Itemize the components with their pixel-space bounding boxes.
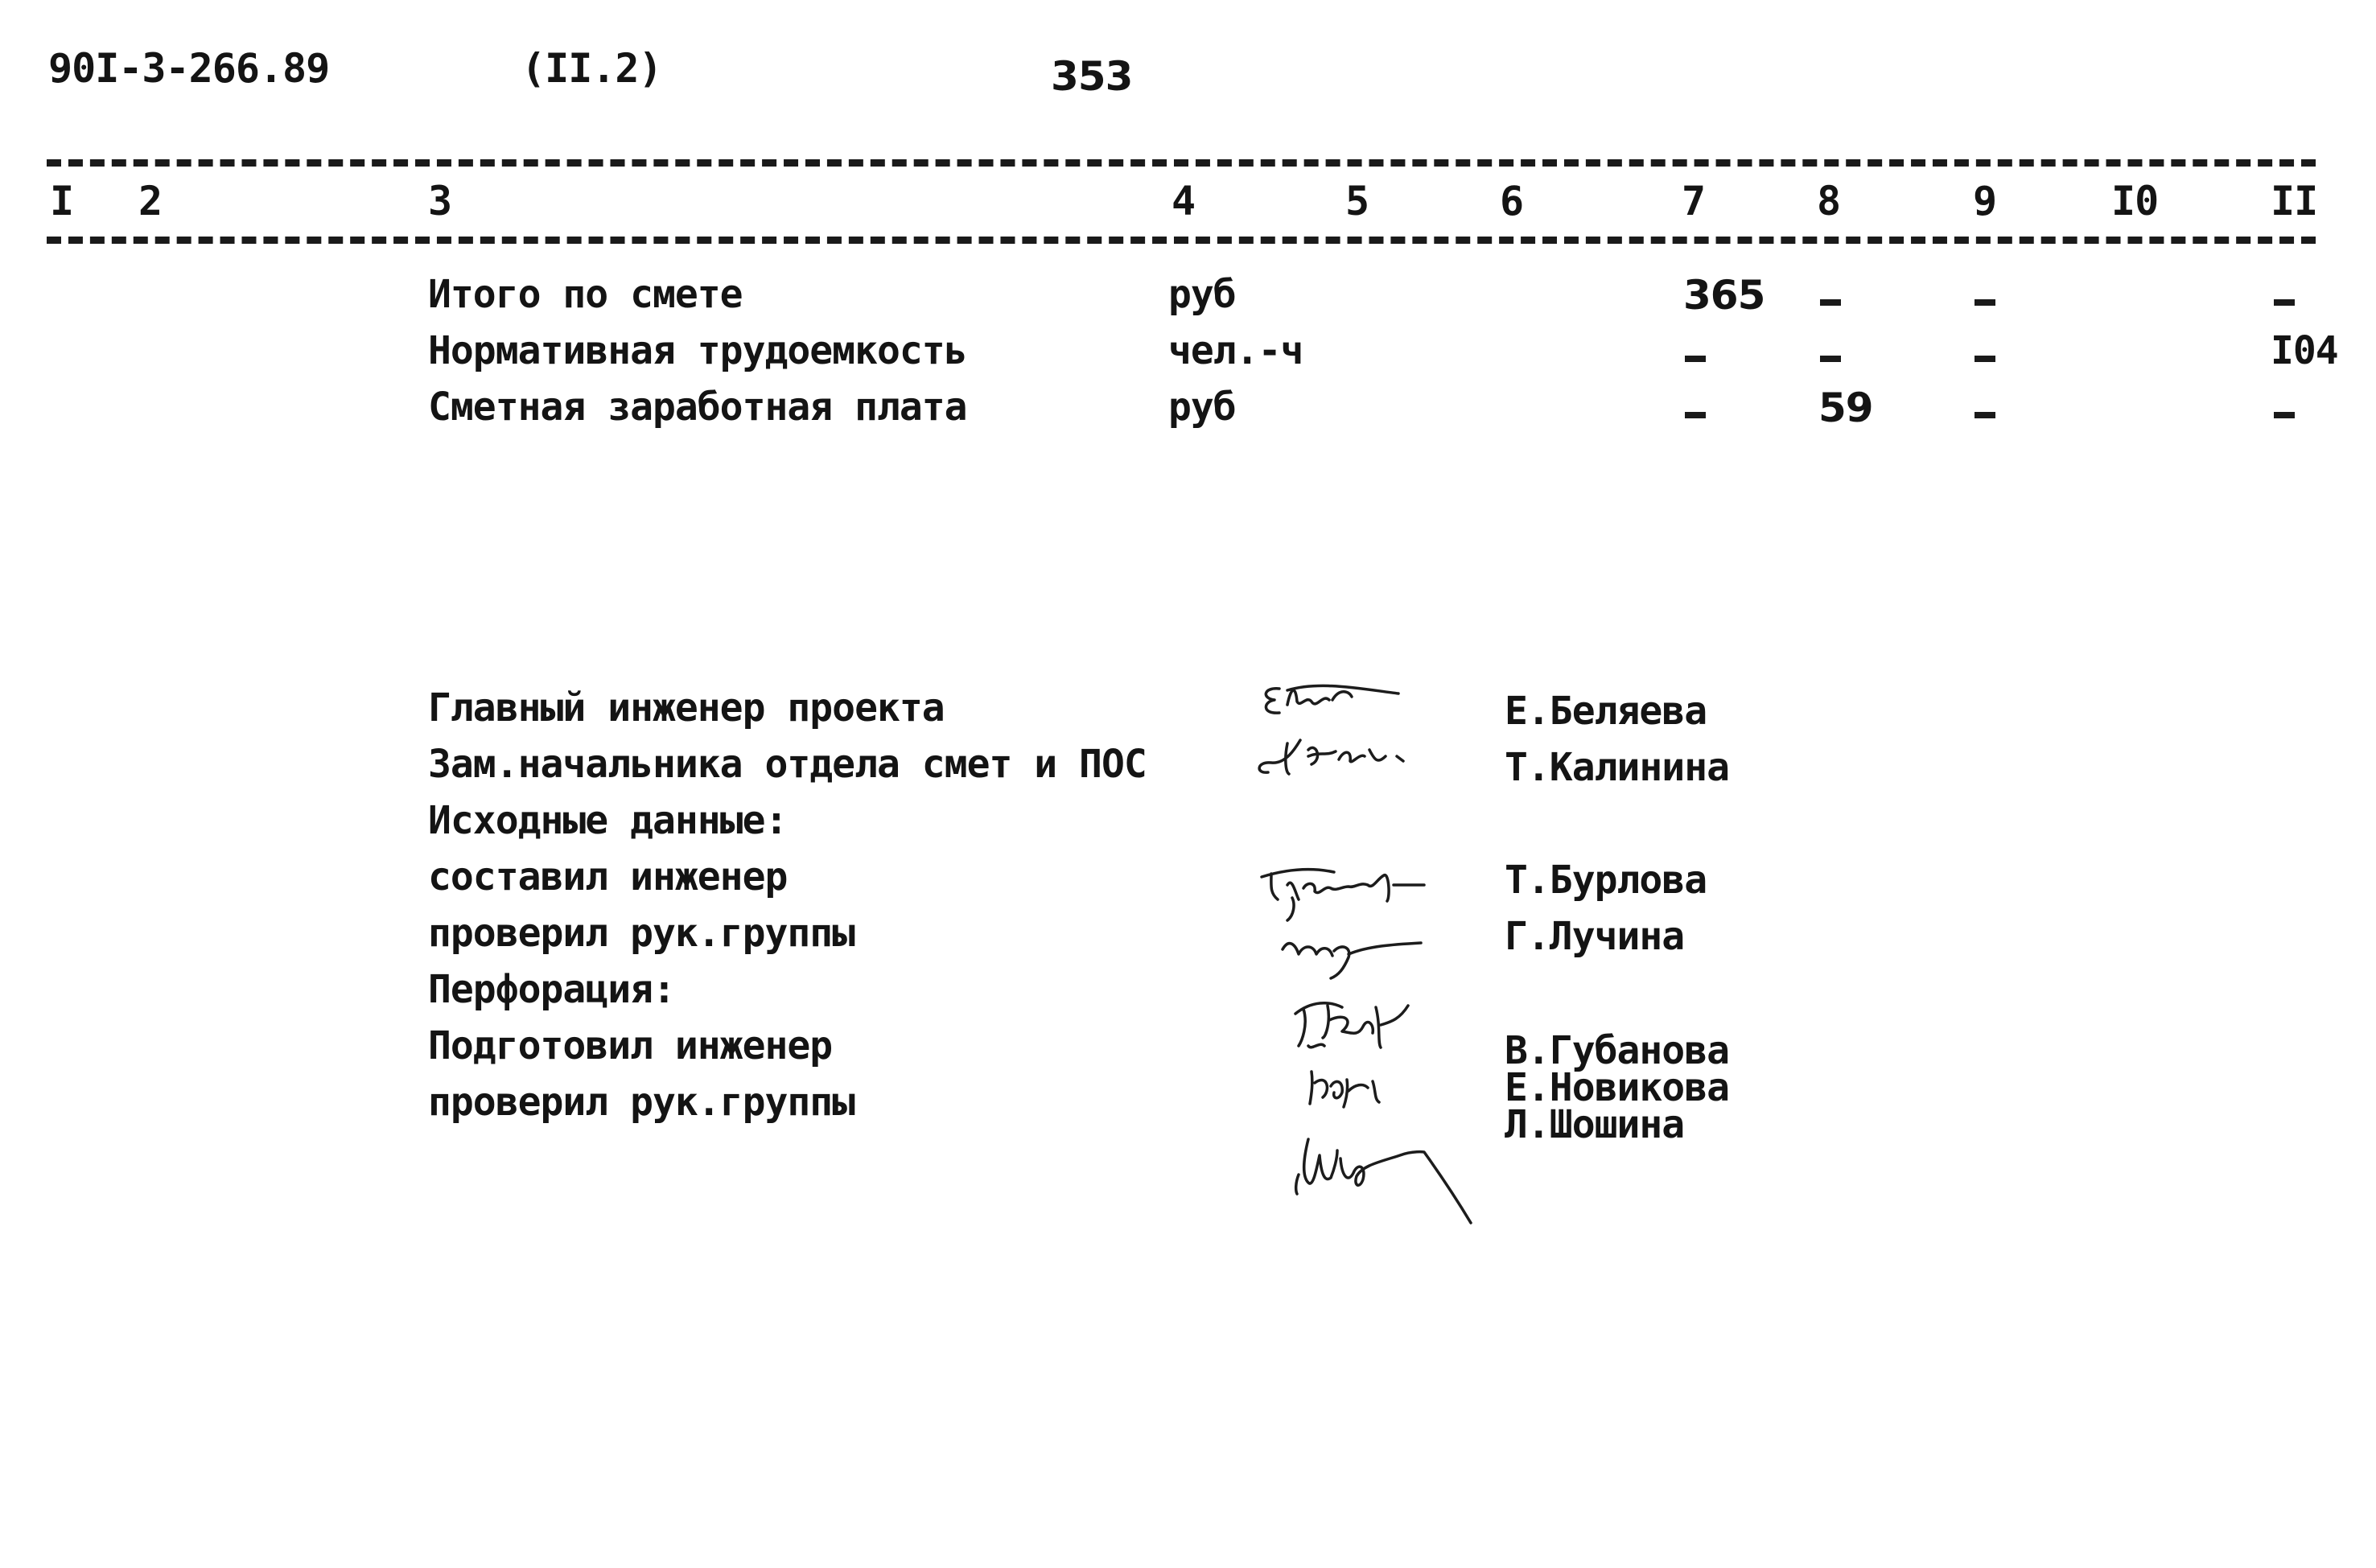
name-burlova: Т.Бурлова xyxy=(1505,858,1707,903)
signature-belyaeva xyxy=(1255,673,1416,729)
role-deputy-head: Зам.начальника отдела смет и ПОС xyxy=(428,742,1147,787)
signature-shoshina xyxy=(1279,1102,1545,1231)
row-col9-dash xyxy=(1975,356,1995,362)
name-kalinina: Т.Калинина xyxy=(1505,745,1729,790)
row-unit: чел.-ч xyxy=(1168,328,1303,373)
row-col9-dash xyxy=(1975,299,1995,306)
row-label: Нормативная трудоемкость xyxy=(428,328,967,373)
role-compiled-by: составил инженер xyxy=(428,854,788,899)
role-chief-engineer: Главный инженер проекта xyxy=(428,685,945,730)
table-header-rule xyxy=(47,237,2316,244)
column-header-2: 2 xyxy=(138,178,163,224)
name-gubanova: В.Губанова xyxy=(1505,1028,1729,1073)
role-perforation-heading: Перфорация: xyxy=(428,967,675,1012)
row-col7-dash xyxy=(1685,356,1706,362)
signature-kalinina xyxy=(1239,724,1440,788)
section-number: (II.2) xyxy=(521,45,662,92)
column-header-7: 7 xyxy=(1682,178,1706,224)
column-header-3: 3 xyxy=(428,178,452,224)
column-header-9: 9 xyxy=(1973,178,1997,224)
column-header-5: 5 xyxy=(1345,178,1369,224)
row-unit: руб xyxy=(1168,272,1236,317)
column-header-8: 8 xyxy=(1817,178,1841,224)
row-label: Сметная заработная плата xyxy=(428,385,967,430)
column-header-4: 4 xyxy=(1172,178,1196,224)
column-header-11: II xyxy=(2271,178,2318,224)
row-col9-dash xyxy=(1975,412,1995,418)
row-col8-value: 59 xyxy=(1818,385,1873,431)
name-shoshina: Л.Шошина xyxy=(1505,1102,1685,1147)
column-header-6: 6 xyxy=(1500,178,1524,224)
name-belyaeva: Е.Беляева xyxy=(1505,689,1707,734)
name-luchina: Г.Лучина xyxy=(1505,914,1685,959)
row-col11-value: I04 xyxy=(2271,328,2338,373)
column-header-10: I0 xyxy=(2111,178,2159,224)
row-col7-value: 365 xyxy=(1683,272,1765,319)
role-checked-by: проверил рук.группы xyxy=(428,911,855,956)
role-source-data-heading: Исходные данные: xyxy=(428,798,788,843)
row-col11-dash xyxy=(2274,412,2295,418)
row-label: Итого по смете xyxy=(428,272,743,317)
page-number: 353 xyxy=(1051,53,1133,100)
name-novikova: Е.Новикова xyxy=(1505,1065,1729,1110)
row-col11-dash xyxy=(2274,299,2295,306)
role-prepared-by: Подготовил инженер xyxy=(428,1023,833,1068)
role-checked-by-2: проверил рук.группы xyxy=(428,1080,855,1125)
row-col7-dash xyxy=(1685,412,1706,418)
document-code: 90I-3-266.89 xyxy=(48,45,330,92)
row-unit: руб xyxy=(1168,385,1236,430)
row-col8-dash xyxy=(1820,356,1841,362)
column-header-1: I xyxy=(50,178,74,224)
signature-luchina xyxy=(1271,909,1432,982)
table-top-rule xyxy=(47,159,2316,167)
row-col8-dash xyxy=(1820,299,1841,306)
